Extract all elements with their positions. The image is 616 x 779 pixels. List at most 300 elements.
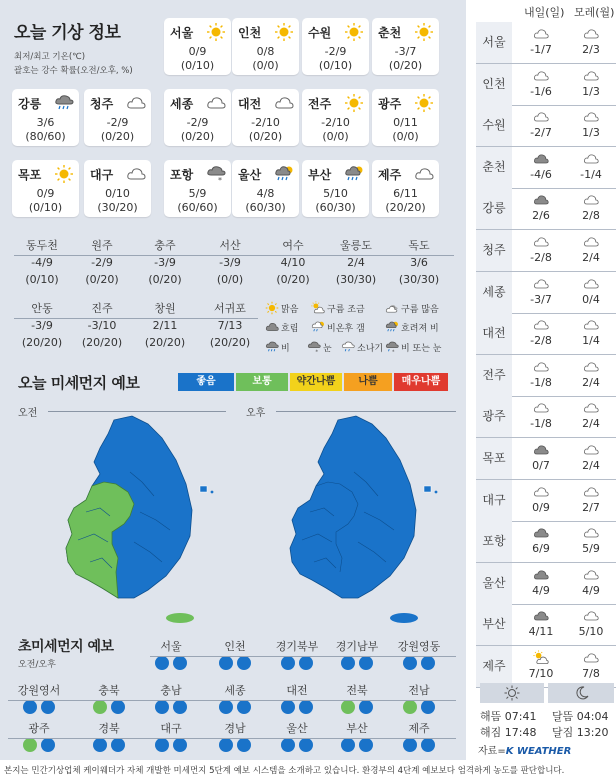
forecast-day1-cell bbox=[516, 272, 566, 313]
ultra-region-name: 울산 bbox=[286, 722, 308, 735]
sun-icon bbox=[414, 93, 434, 113]
city-prob: (0/0) bbox=[252, 59, 279, 72]
small-city-prob: (20/20) bbox=[209, 336, 251, 349]
pm-level-dot bbox=[237, 700, 251, 714]
am-level-dot bbox=[23, 738, 37, 752]
dust-level: 나쁨 bbox=[344, 373, 392, 391]
forecast-day2-temp: -1/4 bbox=[580, 167, 602, 181]
pm-level-dot bbox=[237, 656, 251, 670]
legend-item bbox=[340, 340, 383, 354]
cloud-rain-sun-icon bbox=[274, 164, 294, 184]
forecast-row bbox=[476, 521, 616, 562]
forecast-day1-cell bbox=[516, 22, 566, 63]
pm-level-dot bbox=[111, 738, 125, 752]
cloud-icon bbox=[274, 93, 294, 113]
forecast-city: 포항 bbox=[476, 521, 512, 562]
small-city bbox=[389, 237, 449, 295]
ultra-region bbox=[266, 720, 328, 752]
city-prob: (0/0) bbox=[392, 130, 419, 143]
ultra-region bbox=[326, 638, 388, 670]
am-level-dot bbox=[93, 700, 107, 714]
cloud-dark-icon bbox=[531, 608, 551, 624]
small-city-name: 원주 bbox=[91, 239, 113, 252]
forecast-day2-temp: 2/4 bbox=[582, 459, 600, 472]
city-name: 포항 bbox=[170, 168, 194, 182]
legend-label: 눈 bbox=[323, 343, 332, 354]
cloud-icon bbox=[581, 234, 601, 250]
ultra-region-name: 세종 bbox=[224, 684, 246, 697]
city-prob: (0/10) bbox=[180, 59, 215, 72]
legend-label: 맑음 bbox=[281, 304, 299, 315]
ultra-region bbox=[326, 682, 388, 714]
city-temp: -2/9 bbox=[324, 45, 347, 58]
city-temp: -2/9 bbox=[106, 116, 129, 129]
cloud-dark-icon bbox=[531, 525, 551, 541]
cloud-rain-icon bbox=[264, 340, 280, 354]
ultra-region bbox=[388, 682, 450, 714]
city-name: 서울 bbox=[170, 26, 194, 40]
forecast-city: 청주 bbox=[476, 230, 512, 271]
svg-text:*: * bbox=[315, 349, 319, 354]
forecast-day1-cell bbox=[516, 646, 566, 687]
pm-level-dot bbox=[359, 738, 373, 752]
legend-item bbox=[384, 320, 439, 334]
forecast-day1-cell bbox=[516, 188, 566, 229]
ultra-region-name: 충남 bbox=[160, 684, 182, 697]
forecast-header bbox=[476, 0, 616, 22]
ultra-region-name: 강원영동 bbox=[397, 640, 441, 653]
small-city bbox=[263, 237, 323, 295]
city-name: 부산 bbox=[308, 168, 332, 182]
ultra-region bbox=[326, 720, 388, 752]
ultra-divider bbox=[8, 700, 456, 701]
forecast-row bbox=[476, 105, 616, 146]
source-credit: 자료=K WEATHER bbox=[478, 746, 572, 757]
sunset: 해짐 17:48 bbox=[480, 726, 537, 739]
cloud-icon bbox=[581, 442, 601, 458]
cloud-icon bbox=[581, 68, 601, 84]
sun-icon bbox=[344, 93, 364, 113]
forecast-day2-temp: 7/8 bbox=[582, 667, 600, 680]
forecast-day1-cell bbox=[516, 313, 566, 354]
cloud-rain-sun-icon bbox=[344, 164, 364, 184]
small-city-temp: 2/11 bbox=[152, 319, 178, 332]
am-level-dot bbox=[219, 700, 233, 714]
cloud-dark-icon bbox=[531, 192, 551, 208]
cloud-icon bbox=[126, 164, 146, 184]
city-card bbox=[302, 160, 369, 217]
sun-icon bbox=[414, 22, 434, 42]
small-city-name: 울릉도 bbox=[340, 239, 372, 252]
cloud-dark-icon bbox=[531, 151, 551, 167]
cloud-icon bbox=[581, 650, 601, 666]
ultra-subtitle: 오전/오후 bbox=[18, 660, 56, 670]
forecast-day2-cell bbox=[566, 480, 616, 521]
forecast-day2-cell bbox=[566, 22, 616, 63]
city-prob: (30/20) bbox=[97, 201, 138, 214]
forecast-day2-temp: 4/9 bbox=[582, 583, 600, 597]
dust-level: 보통 bbox=[236, 373, 288, 391]
am-level-dot bbox=[341, 700, 355, 714]
forecast-day2-cell bbox=[566, 604, 616, 645]
small-city-prob: (30/30) bbox=[398, 273, 440, 286]
forecast-row bbox=[476, 272, 616, 313]
forecast-day2-temp: 0/4 bbox=[582, 292, 600, 306]
ultra-region-name: 강원영서 bbox=[17, 684, 61, 697]
small-city bbox=[12, 300, 72, 358]
city-card bbox=[84, 160, 151, 217]
forecast-day2-cell bbox=[566, 438, 616, 479]
city-name: 청주 bbox=[90, 97, 114, 111]
forecast-city: 제주 bbox=[476, 646, 512, 687]
pm-level-dot bbox=[359, 656, 373, 670]
forecast-row bbox=[476, 563, 616, 604]
forecast-city: 목포 bbox=[476, 438, 512, 479]
forecast-row bbox=[476, 64, 616, 105]
cloud-dark-icon bbox=[264, 320, 280, 334]
city-name: 대전 bbox=[238, 97, 262, 111]
ultra-region-name: 광주 bbox=[28, 722, 50, 735]
city-prob: (0/20) bbox=[100, 130, 135, 143]
am-level-dot bbox=[155, 700, 169, 714]
forecast-day2-temp: 1/4 bbox=[582, 334, 600, 348]
row-divider bbox=[14, 318, 258, 319]
svg-text:*: * bbox=[392, 349, 395, 354]
small-city-name: 진주 bbox=[91, 302, 113, 315]
city-prob: (60/30) bbox=[245, 201, 286, 214]
city-card bbox=[372, 89, 439, 146]
forecast-day1-cell bbox=[516, 438, 566, 479]
cloud-icon bbox=[126, 93, 146, 113]
small-city-temp: -3/9 bbox=[154, 256, 176, 269]
ultra-region-name: 전남 bbox=[408, 684, 430, 697]
city-temp: 6/11 bbox=[393, 187, 418, 200]
forecast-row bbox=[476, 188, 616, 229]
forecast-day1-cell bbox=[516, 147, 566, 188]
cloud-icon bbox=[531, 276, 551, 292]
forecast-city: 인천 bbox=[476, 64, 512, 105]
city-temp: -2/10 bbox=[321, 116, 350, 129]
ultra-region bbox=[204, 638, 266, 670]
svg-text:*: * bbox=[218, 176, 222, 184]
forecast-row bbox=[476, 604, 616, 645]
ultra-region bbox=[266, 682, 328, 714]
forecast-day1-temp: -2/8 bbox=[530, 251, 552, 264]
forecast-day1-cell bbox=[516, 521, 566, 562]
forecast-day2-cell bbox=[566, 313, 616, 354]
cloud-icon bbox=[531, 26, 551, 42]
forecast-row bbox=[476, 313, 616, 354]
pm-level-dot bbox=[41, 738, 55, 752]
forecast-day1-temp: 0/7 bbox=[532, 459, 550, 472]
city-card bbox=[232, 18, 299, 75]
am-level-dot bbox=[281, 738, 295, 752]
city-prob: (60/60) bbox=[177, 201, 218, 214]
forecast-day1-temp: -4/6 bbox=[530, 167, 552, 181]
city-temp: -2/10 bbox=[251, 116, 280, 129]
pm-level-dot bbox=[299, 700, 313, 714]
city-temp: 3/6 bbox=[36, 116, 55, 129]
forecast-day2-temp: 2/7 bbox=[582, 500, 600, 514]
forecast-day2-cell bbox=[566, 646, 616, 687]
dust-am-label: 오전 bbox=[18, 408, 38, 419]
city-temp: 5/9 bbox=[188, 187, 207, 200]
legend-label: 흐림 bbox=[281, 323, 299, 334]
forecast-day1-temp: -1/8 bbox=[530, 375, 552, 389]
moonrise: 달뜸 04:04 bbox=[552, 710, 609, 723]
city-card bbox=[164, 89, 231, 146]
cloud-icon bbox=[581, 192, 601, 208]
cloud-icon bbox=[531, 359, 551, 375]
sunrise: 해뜸 07:41 bbox=[480, 710, 537, 723]
small-city bbox=[326, 237, 386, 295]
moon-icon bbox=[574, 685, 590, 701]
small-city-name: 창원 bbox=[154, 302, 176, 315]
forecast-day1-temp: -1/8 bbox=[530, 417, 552, 431]
forecast-day1: 내일(일) bbox=[524, 6, 565, 19]
dust-level: 약간나쁨 bbox=[290, 373, 342, 391]
ultra-region-name: 인천 bbox=[224, 640, 246, 653]
small-city-temp: 7/13 bbox=[217, 319, 243, 332]
ultra-region-name: 경남 bbox=[224, 722, 246, 735]
ultra-region-name: 전북 bbox=[346, 684, 368, 697]
city-name: 춘천 bbox=[378, 26, 402, 40]
small-city-prob: (0/10) bbox=[25, 273, 59, 286]
pm-level-dot bbox=[359, 700, 373, 714]
pm-level-dot bbox=[421, 738, 435, 752]
small-city-temp: -3/10 bbox=[87, 319, 117, 332]
forecast-day1-temp: 0/9 bbox=[532, 500, 550, 514]
sun-cloud-icon bbox=[310, 301, 326, 315]
forecast-day1-temp: 2/6 bbox=[532, 209, 550, 223]
clouds-icon bbox=[384, 301, 400, 315]
dust-pm-label: 오후 bbox=[246, 408, 266, 419]
forecast-day2-temp: 5/10 bbox=[578, 625, 604, 639]
cloud-icon bbox=[531, 400, 551, 416]
pm-level-dot bbox=[421, 700, 435, 714]
am-level-dot bbox=[155, 738, 169, 752]
city-card bbox=[164, 160, 231, 217]
pm-level-dot bbox=[299, 656, 313, 670]
city-prob: (0/0) bbox=[322, 130, 349, 143]
am-level-dot bbox=[219, 656, 233, 670]
sun-icon bbox=[504, 685, 520, 701]
forecast-day1-cell bbox=[516, 355, 566, 396]
cloud-icon bbox=[531, 68, 551, 84]
forecast-day1-temp: 4/9 bbox=[532, 583, 550, 597]
am-level-dot bbox=[23, 700, 37, 714]
small-city-name: 동두천 bbox=[26, 239, 58, 252]
cloud-dark-icon bbox=[531, 442, 551, 458]
forecast-row bbox=[476, 22, 616, 63]
forecast-day2-temp: 2/4 bbox=[582, 251, 600, 264]
ultra-region bbox=[78, 682, 140, 714]
small-city bbox=[12, 237, 72, 295]
am-level-dot bbox=[93, 738, 107, 752]
am-level-dot bbox=[155, 656, 169, 670]
dust-map-pm bbox=[254, 412, 454, 627]
am-level-dot bbox=[281, 656, 295, 670]
ultra-region-name: 충북 bbox=[98, 684, 120, 697]
am-level-dot bbox=[403, 656, 417, 670]
cloud-icon bbox=[581, 317, 601, 333]
city-temp: 4/8 bbox=[256, 187, 275, 200]
small-city-prob: (0/0) bbox=[216, 273, 244, 286]
forecast-day2-temp: 1/3 bbox=[582, 84, 600, 98]
ultra-region bbox=[140, 720, 202, 752]
pm-level-dot bbox=[41, 700, 55, 714]
small-city bbox=[72, 300, 132, 358]
city-prob: (60/30) bbox=[315, 201, 356, 214]
forecast-day2-cell bbox=[566, 355, 616, 396]
ultra-region bbox=[204, 682, 266, 714]
city-name: 목포 bbox=[18, 168, 42, 182]
forecast-city: 부산 bbox=[476, 604, 512, 645]
forecast-day1-temp: 6/9 bbox=[532, 542, 550, 556]
forecast-row bbox=[476, 396, 616, 437]
cloud-icon bbox=[581, 359, 601, 375]
city-temp: 0/8 bbox=[256, 45, 275, 58]
forecast-city: 대구 bbox=[476, 480, 512, 521]
legend-item bbox=[264, 320, 298, 334]
forecast-day2-temp: 2/4 bbox=[582, 417, 600, 431]
ultra-region-name: 부산 bbox=[346, 722, 368, 735]
pm-level-dot bbox=[421, 656, 435, 670]
city-name: 전주 bbox=[308, 97, 332, 111]
ultra-region-name: 대전 bbox=[286, 684, 308, 697]
cloud-rain-sun-icon bbox=[384, 320, 400, 334]
forecast-day2-cell bbox=[566, 521, 616, 562]
cloud-icon bbox=[531, 317, 551, 333]
cloud-dark-icon bbox=[531, 567, 551, 583]
city-name: 세종 bbox=[170, 97, 194, 111]
forecast-row bbox=[476, 438, 616, 479]
forecast-day2-temp: 2/3 bbox=[582, 43, 600, 56]
small-city-prob: (20/20) bbox=[144, 336, 186, 349]
forecast-day2: 모레(월) bbox=[574, 6, 615, 19]
am-level-dot bbox=[219, 738, 233, 752]
small-city-temp: -3/9 bbox=[31, 319, 53, 332]
sun-box bbox=[480, 683, 544, 703]
city-card bbox=[12, 89, 79, 146]
cloud-icon bbox=[414, 164, 434, 184]
city-card bbox=[164, 18, 231, 75]
city-card bbox=[232, 89, 299, 146]
cloud-icon bbox=[581, 276, 601, 292]
forecast-city: 세종 bbox=[476, 272, 512, 313]
small-city-prob: (20/20) bbox=[81, 336, 123, 349]
small-city bbox=[72, 237, 132, 295]
legend-label: 구름 많음 bbox=[401, 304, 439, 315]
sun-icon bbox=[206, 22, 226, 42]
small-city-temp: 3/6 bbox=[410, 256, 428, 269]
city-temp: 0/10 bbox=[105, 187, 130, 200]
forecast-day2-cell bbox=[566, 147, 616, 188]
forecast-day2-cell bbox=[566, 272, 616, 313]
forecast-day1-temp: 4/11 bbox=[528, 625, 554, 639]
city-name: 제주 bbox=[378, 168, 402, 182]
forecast-city: 울산 bbox=[476, 563, 512, 604]
pm-level-dot bbox=[237, 738, 251, 752]
small-city-name: 여수 bbox=[282, 239, 304, 252]
city-name: 강릉 bbox=[18, 97, 42, 111]
small-city bbox=[135, 300, 195, 358]
cloud-icon bbox=[531, 109, 551, 125]
pm-level-dot bbox=[173, 656, 187, 670]
pm-level-dot bbox=[299, 738, 313, 752]
note-temp: 최저/최고 기온(℃) bbox=[14, 52, 86, 62]
small-city-temp: -2/9 bbox=[91, 256, 113, 269]
ultra-region bbox=[204, 720, 266, 752]
ultra-region-name: 경기북부 bbox=[275, 640, 319, 653]
city-temp: 0/11 bbox=[393, 116, 418, 129]
small-city-name: 안동 bbox=[31, 302, 53, 315]
dust-map-am bbox=[30, 412, 230, 627]
forecast-day2-cell bbox=[566, 105, 616, 146]
city-name: 수원 bbox=[308, 26, 332, 40]
forecast-day2-cell bbox=[566, 563, 616, 604]
forecast-day1-cell bbox=[516, 105, 566, 146]
am-level-dot bbox=[281, 700, 295, 714]
legend-label: 구름 조금 bbox=[327, 304, 365, 315]
city-card bbox=[372, 160, 439, 217]
city-card bbox=[372, 18, 439, 75]
cloud-icon bbox=[581, 567, 601, 583]
small-city-temp: -3/9 bbox=[219, 256, 241, 269]
forecast-day1-temp: -1/7 bbox=[530, 43, 552, 56]
moonset: 달짐 13:20 bbox=[552, 726, 609, 739]
forecast-day1-temp: -2/8 bbox=[530, 334, 552, 348]
forecast-row bbox=[476, 480, 616, 521]
cloud-icon bbox=[581, 151, 601, 167]
small-city-name: 독도 bbox=[408, 239, 430, 252]
small-city-temp: 4/10 bbox=[280, 256, 306, 269]
city-name: 울산 bbox=[238, 168, 262, 182]
small-city bbox=[200, 300, 260, 358]
city-prob: (20/20) bbox=[385, 201, 426, 214]
small-city-name: 충주 bbox=[154, 239, 176, 252]
ultra-region bbox=[78, 720, 140, 752]
legend-label: 비 bbox=[281, 343, 290, 354]
am-level-dot bbox=[403, 738, 417, 752]
city-prob: (0/10) bbox=[318, 59, 353, 72]
city-name: 광주 bbox=[378, 97, 402, 111]
ultra-region bbox=[140, 682, 202, 714]
small-city-name: 서귀포 bbox=[214, 302, 246, 315]
forecast-city: 대전 bbox=[476, 313, 512, 354]
legend-item bbox=[264, 340, 290, 354]
cloud-snow-icon bbox=[206, 164, 226, 184]
forecast-city: 전주 bbox=[476, 355, 512, 396]
moon-box bbox=[548, 683, 614, 703]
ultra-region bbox=[266, 638, 328, 670]
forecast-day1-cell bbox=[516, 64, 566, 105]
forecast-row bbox=[476, 355, 616, 396]
legend-item bbox=[384, 340, 442, 354]
row-divider bbox=[14, 255, 454, 256]
ultra-region bbox=[8, 720, 70, 752]
legend-label: 소나기 bbox=[357, 343, 384, 354]
small-city-prob: (0/20) bbox=[276, 273, 310, 286]
small-city-name: 서산 bbox=[219, 239, 241, 252]
legend-item bbox=[264, 301, 298, 315]
forecast-city: 춘천 bbox=[476, 147, 512, 188]
forecast-city: 수원 bbox=[476, 105, 512, 146]
legend-item bbox=[306, 340, 332, 354]
dust-level: 매우나쁨 bbox=[394, 373, 448, 391]
sun-icon bbox=[264, 301, 280, 315]
am-level-dot bbox=[341, 656, 355, 670]
